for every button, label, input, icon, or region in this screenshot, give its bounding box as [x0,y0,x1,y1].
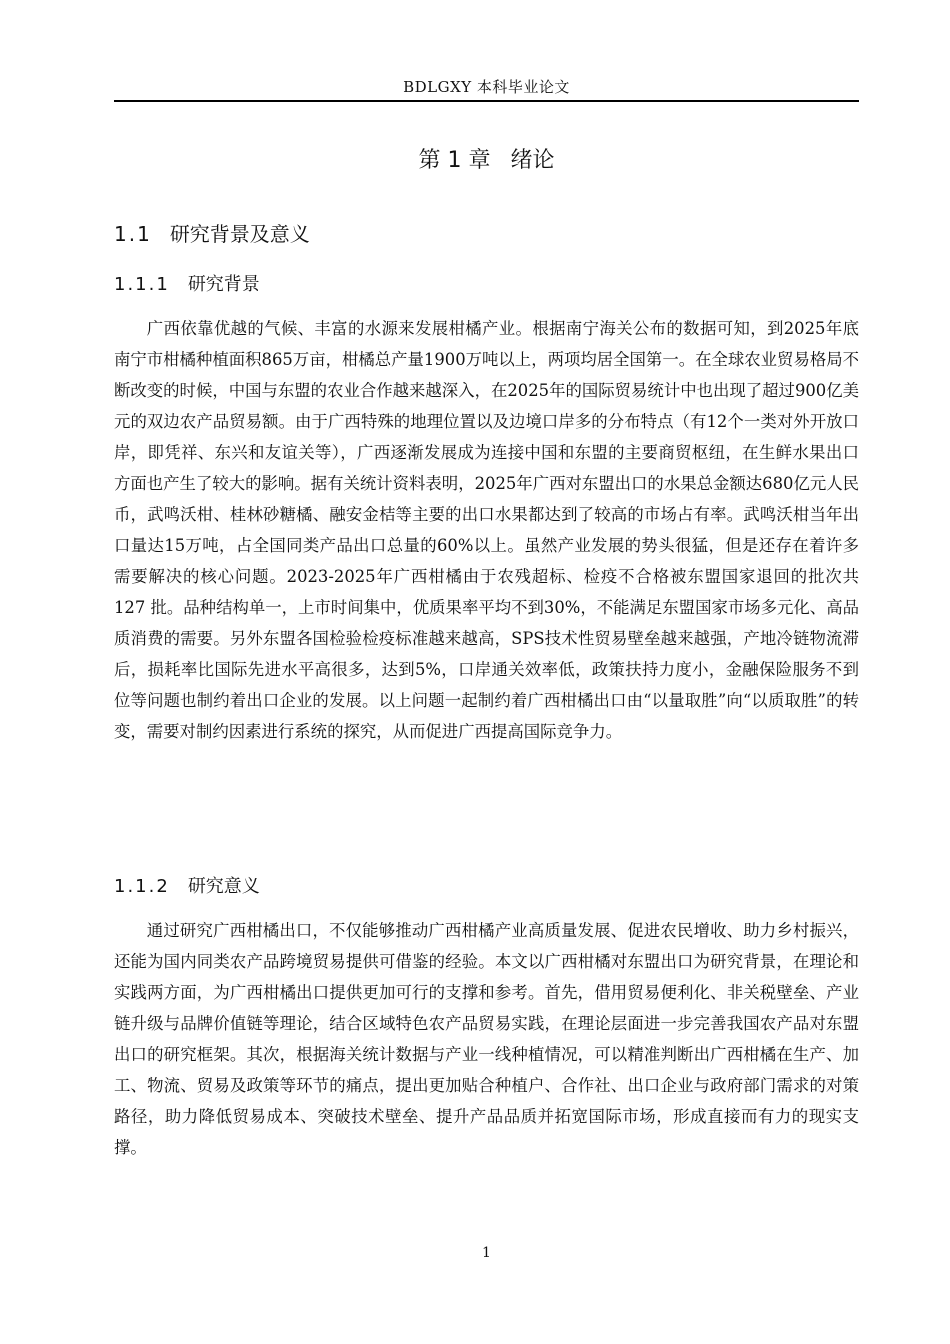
subsection-number: 1.1.2 [114,876,170,897]
page-number: 1 [482,1245,491,1261]
running-header: BDLGXY 本科毕业论文 [403,78,570,96]
subsection-heading-background [114,272,260,298]
section-number: 1.1 [114,222,152,246]
subsection-title: 研究意义 [187,876,260,897]
chapter-name: 绪论 [510,148,555,173]
chapter-label: 第 1 章 [418,148,491,173]
background-paragraph: 广西依靠优越的气候、丰富的水源来发展柑橘产业。根据南宁海关公布的数据可知，到2025年底南宁市柑橘种植面积865万亩，柑橘总产量1900万吨以上，两项均居全国第一。在全球农业贸易格局不断改变的时候，中国与东盟的农业合作越来越深入，在2025年的国际贸易统计中也出现了超过900亿美元的双边农产品贸易额。由于广西特殊的地理位置以及边境口岸多的分布特点（有12个一类对外开放口岸，即凭祥、东兴和友谊关等），广西逐渐发展成为连接中国和东盟的主要商贸枢纽，在生鲜水果出口方面也产生了较大的影响。据有关统计资料表明，2025年广西对东盟出口的水果总金额达680亿元人民币，武鸣沃柑、桂林砂糖橘、融安金桔等主要的出口水果都达到了较高的市场占有率。武鸣沃柑当年出口量达15万吨，占全国同类产品出口总量的60%以上。虽然产业发展的势头很猛，但是还存在着许多需要解决的核心问题。2023-2025年广西柑橘由于农残超标、检疫不合格被东盟国家退回的批次共 127 批。品种结构单一，上市时间集中，优质果率平均不到30%，不能满足东盟国家市场多元化、高品质消费的需要。另外东盟各国检验检疫标准越来越高，SPS技术性贸易壁垒越来越强，产地冷链物流滞后，损耗率比国际先进水平高很多，达到5%，口岸通关效率低，政策扶持力度小，金融保险服务不到位等问题也制约着出口企业的发展。以上问题一起制约着广西柑橘出口由“以量取胜”向“以质取胜”的转变，需要对制约因素进行系统的探究，从而促进广西提高国际竞争力。 [114,319,860,741]
subsection-heading-significance [114,874,260,900]
significance-paragraph: 通过研究广西柑橘出口，不仅能够推动广西柑橘产业高质量发展、促进农民增收、助力乡村振兴，还能为国内同类农产品跨境贸易提供可借鉴的经验。本文以广西柑橘对东盟出口为研究背景，在理论和实践两方面，为广西柑橘出口提供更加可行的支撑和参考。首先，借用贸易便利化、非关税壁垒、产业链升级与品牌价值链等理论，结合区域特色农产品贸易实践，在理论层面进一步完善我国农产品对东盟出口的研究框架。其次，根据海关统计数据与产业一线种植情况，可以精准判断出广西柑橘在生产、加工、物流、贸易及政策等环节的痛点，提出更加贴合种植户、合作社、出口企业与政府部门需求的对策路径，助力降低贸易成本、突破技术壁垒、提升产品品质并拓宽国际市场，形成直接而有力的现实支撑。 [114,921,859,1157]
subsection-title: 研究背景 [187,274,260,295]
subsection-number: 1.1.1 [114,274,170,295]
chapter-title [114,146,859,176]
section-heading [114,220,310,248]
header-rule [114,100,859,102]
section-title: 研究背景及意义 [169,222,310,246]
